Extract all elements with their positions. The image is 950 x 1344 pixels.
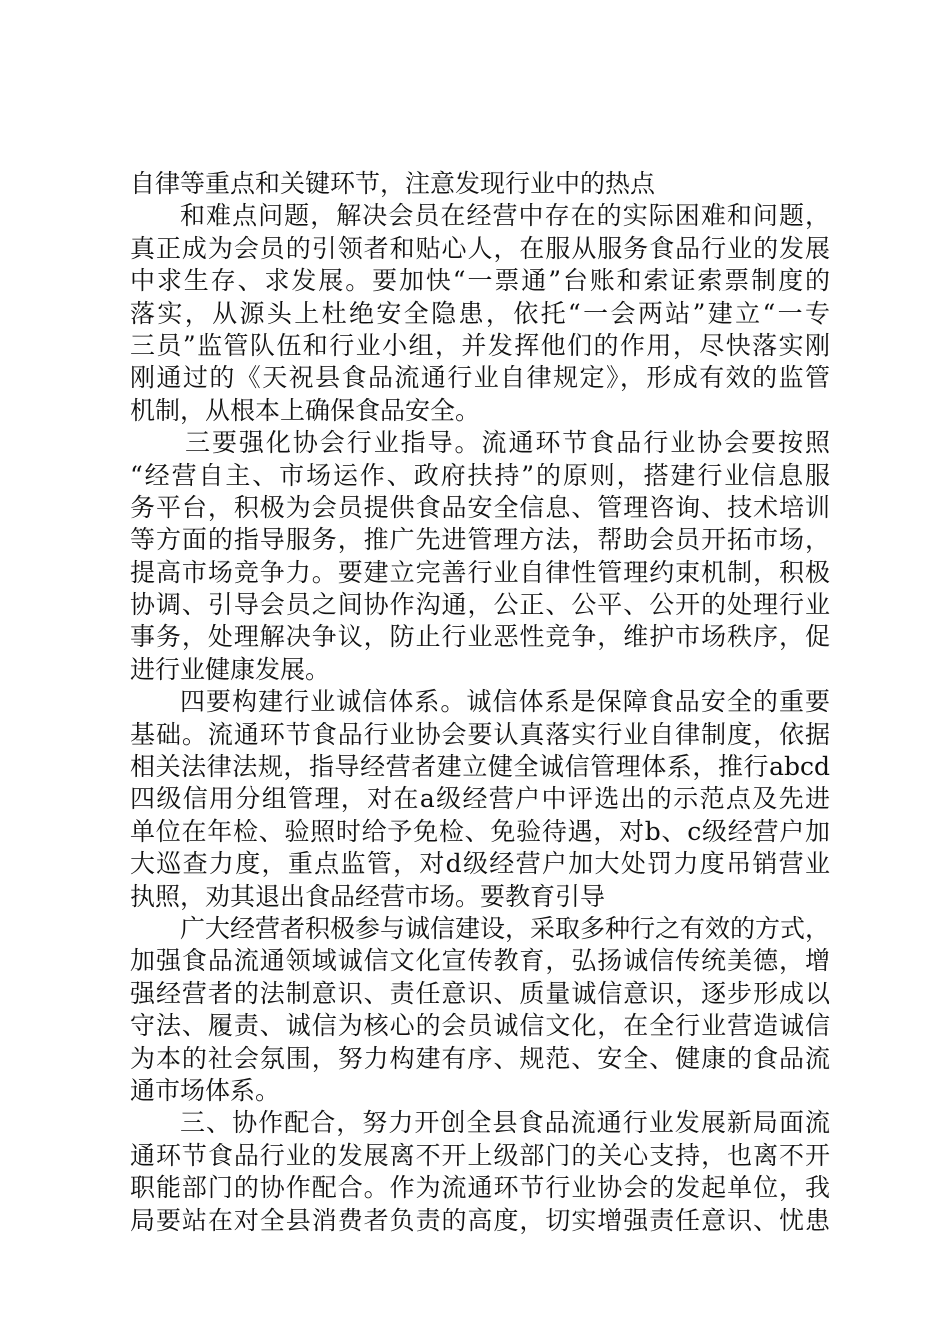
text-line: 机制，从根本上确保食品安全。 xyxy=(130,395,481,425)
text-line: 三、协作配合，努力开创全县食品流通行业发展新局面流 xyxy=(180,1108,830,1138)
text-line: “经营自主、市场运作、政府扶持”的原则，搭建行业信息服 xyxy=(130,460,830,490)
text-line: 相关法律法规，指导经营者建立健全诚信管理体系，推行abcd xyxy=(130,752,830,782)
text-line: 自律等重点和关键环节，注意发现行业中的热点 xyxy=(130,169,656,198)
text-line: 提高市场竞争力。要建立完善行业自律性管理约束机制，积极 xyxy=(130,557,830,587)
text-line: 进行业健康发展。 xyxy=(130,654,331,684)
text-line: 基础。流通环节食品行业协会要认真落实行业自律制度，依据 xyxy=(130,719,830,749)
text-line: 单位在年检、验照时给予免检、免验待遇，对b、c级经营户加 xyxy=(130,816,830,846)
text-line: 职能部门的协作配合。作为流通环节行业协会的发起单位，我 xyxy=(130,1173,830,1203)
text-line: 执照，劝其退出食品经营市场。要教育引导 xyxy=(130,881,606,911)
text-line: 刚通过的《天祝县食品流通行业自律规定》，形成有效的监管 xyxy=(130,363,830,393)
text-line: 落实，从源头上杜绝安全隐患，依托“一会两站”建立“一专 xyxy=(130,298,830,328)
text-line: 通环节食品行业的发展离不开上级部门的关心支持，也离不开 xyxy=(130,1140,830,1170)
body-text xyxy=(130,168,830,1237)
text-line: 通市场体系。 xyxy=(130,1075,281,1105)
text-line: 真正成为会员的引领者和贴心人，在服从服务食品行业的发展 xyxy=(130,233,830,263)
text-line: 和难点问题，解决会员在经营中存在的实际困难和问题， xyxy=(180,201,830,231)
text-line: 广大经营者积极参与诚信建设，采取多种行之有效的方式， xyxy=(180,913,831,943)
text-line: 强经营者的法制意识、责任意识、质量诚信意识，逐步形成以 xyxy=(130,978,830,1008)
text-line: 三要强化协会行业指导。流通环节食品行业协会要按照 xyxy=(185,428,830,458)
text-line: 等方面的指导服务，推广先进管理方法，帮助会员开拓市场， xyxy=(130,525,830,555)
text-line: 局要站在对全县消费者负责的高度，切实增强责任意识、忧患 xyxy=(130,1205,830,1235)
text-line: 协调、引导会员之间协作沟通，公正、公平、公开的处理行业 xyxy=(130,590,830,620)
text-line: 四级信用分组管理，对在a级经营户中评选出的示范点及先进 xyxy=(130,784,830,814)
text-line: 事务，处理解决争议，防止行业恶性竞争，维护市场秩序，促 xyxy=(130,622,830,652)
text-line: 守法、履责、诚信为核心的会员诚信文化，在全行业营造诚信 xyxy=(130,1011,830,1041)
text-line: 三员”监管队伍和行业小组，并发挥他们的作用，尽快落实刚 xyxy=(130,330,830,360)
text-line: 中求生存、求发展。要加快“一票通”台账和索证索票制度的 xyxy=(130,266,830,296)
text-line: 为本的社会氛围，努力构建有序、规范、安全、健康的食品流 xyxy=(130,1043,830,1073)
text-line: 大巡查力度，重点监管，对d级经营户加大处罚力度吊销营业 xyxy=(130,849,830,879)
text-line: 加强食品流通领域诚信文化宣传教育，弘扬诚信传统美德，增 xyxy=(130,946,830,976)
text-line: 务平台，积极为会员提供食品安全信息、管理咨询、技术培训 xyxy=(130,492,830,522)
text-line: 四要构建行业诚信体系。诚信体系是保障食品安全的重要 xyxy=(180,687,830,717)
